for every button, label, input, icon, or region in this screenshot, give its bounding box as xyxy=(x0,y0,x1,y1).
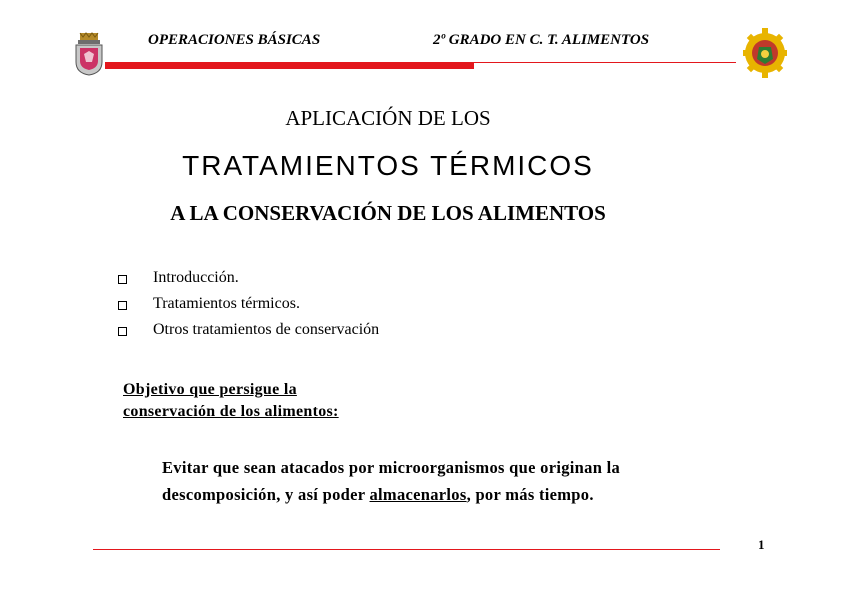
header-thin-line xyxy=(474,62,736,63)
checkbox-square-icon xyxy=(118,301,127,310)
objective-paragraph xyxy=(162,454,732,508)
footer-line xyxy=(93,549,720,550)
bullet-text: Tratamientos térmicos. xyxy=(153,295,300,312)
page-number: 1 xyxy=(758,537,765,552)
title-line-1: APLICACIÓN DE LOS xyxy=(285,106,491,130)
checkbox-square-icon xyxy=(118,275,127,284)
bullet-text: Otros tratamientos de conservación xyxy=(153,321,380,338)
header-course-title: OPERACIONES BÁSICAS xyxy=(148,32,321,48)
objective-line-2: conservación de los alimentos: xyxy=(123,403,339,420)
bullet-item xyxy=(118,291,379,317)
faculty-seal-logo xyxy=(743,26,787,80)
bullet-text: Introducción. xyxy=(153,269,239,286)
title-line-2: TRATAMIENTOS TÉRMICOS xyxy=(182,150,594,181)
title-line-3: A LA CONSERVACIÓN DE LOS ALIMENTOS xyxy=(170,201,606,225)
header-thick-bar xyxy=(105,62,474,69)
bullet-item xyxy=(118,317,379,343)
objective-line-1: Objetivo que persigue la xyxy=(123,381,297,398)
paragraph-text-end: , por más tiempo. xyxy=(466,485,594,504)
bullet-item xyxy=(118,265,379,291)
paragraph-text-start: Evitar que sean atacados por microorganismos que originan la descomposición, y así poder xyxy=(162,458,621,504)
paragraph-underlined-word: almacenarlos xyxy=(369,485,467,504)
objective-heading xyxy=(123,379,339,423)
university-shield-logo xyxy=(74,32,104,76)
bullet-list xyxy=(118,265,379,343)
header-degree-title: 2º GRADO EN C. T. ALIMENTOS xyxy=(433,32,650,48)
checkbox-square-icon xyxy=(118,327,127,336)
